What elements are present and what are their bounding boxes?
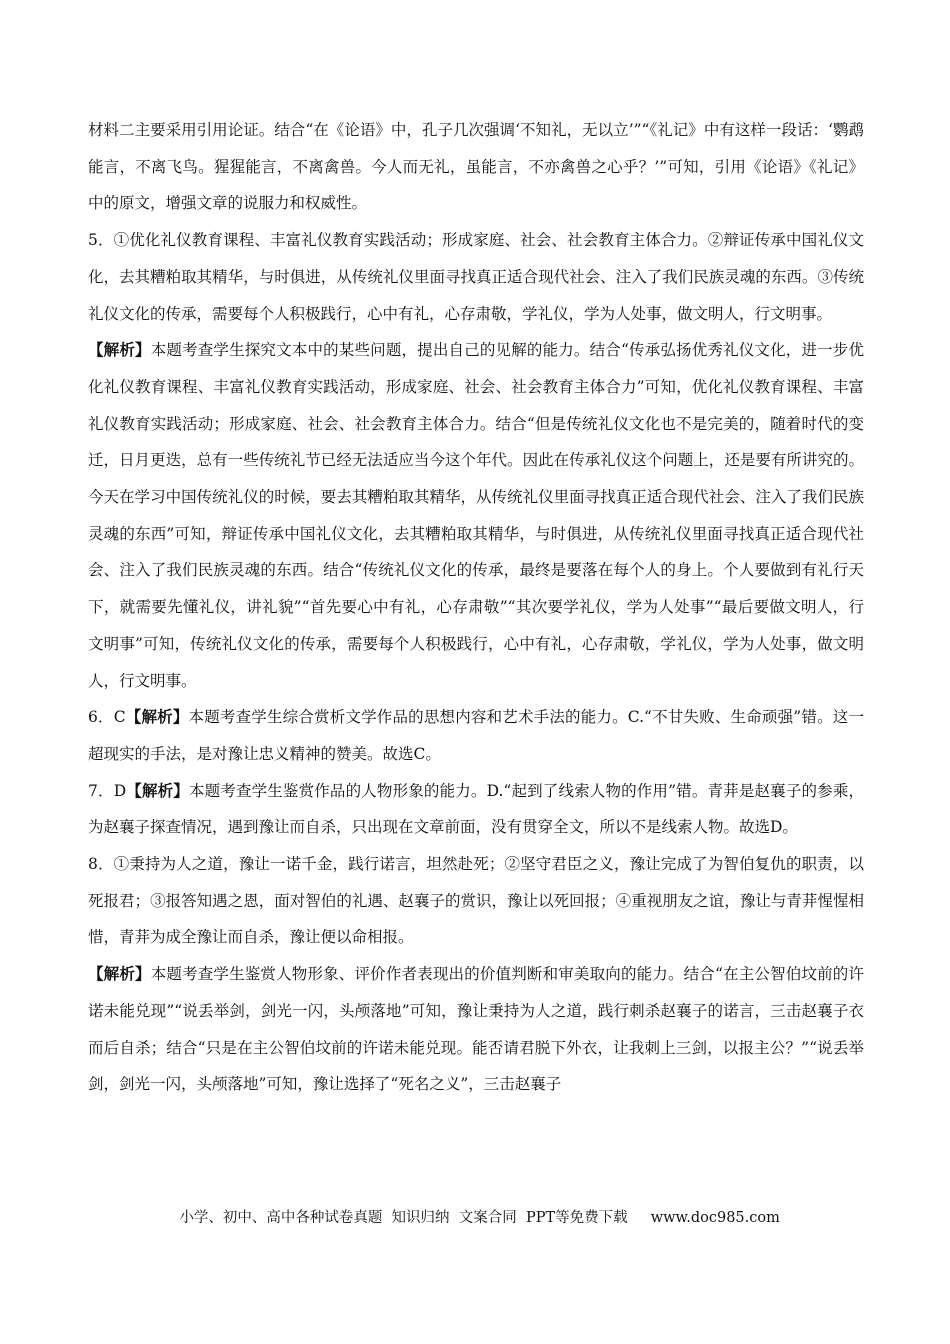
answer-7	[88, 773, 864, 846]
answer-lead: 6．C	[88, 708, 126, 727]
footer-text: 小学、初中、高中各种试卷真题 知识归纳 文案合同 PPT等免费下载 www.doc985.com	[179, 1210, 780, 1226]
answer-6	[88, 699, 864, 772]
paragraph-material-two	[88, 112, 864, 222]
page-footer	[0, 1190, 950, 1227]
analysis-tag: 【解析】	[88, 340, 151, 360]
answer-text: 5．①优化礼仪教育课程、丰富礼仪教育实践活动；形成家庭、社会、社会教育主体合力。②辩证传承中国礼仪文化，去其糟粕取其精华，与时俱进，从传统礼仪里面寻找真正适合现代社会、注入了我们民族灵魂的东西。③传统礼仪文化的传承，需要每个人积极践行，心中有礼，心存肃敬，学礼仪，学为人处事，做文明人，行文明事。	[88, 231, 864, 323]
answer-lead: 7．D	[88, 781, 127, 800]
analysis-text: 本题考查学生探究文本中的某些问题，提出自己的见解的能力。结合“传承弘扬优秀礼仪文化，进一步优化礼仪教育课程、丰富礼仪教育实践活动，形成家庭、社会、社会教育主体合力”可知，优化礼仪教育课程、丰富礼仪教育实践活动；形成家庭、社会、社会教育主体合力。结合“但是传统礼仪文化也不是完美的，随着时代的变迁，日月更迭，总有一些传统礼节已经无法适应当今这个年代。因此在传承礼仪这个问题上，还是要有所讲究的。今天在学习中国传统礼仪的时候，要去其糟粕取其精华，从传统礼仪里面寻找真正适合现代社会、注入了我们民族灵魂的东西”可知，辩证传承中国礼仪文化，去其糟粕取其精华，与时俱进，从传统礼仪里面寻找真正适合现代社会、注入了我们民族灵魂的东西。结合“传统礼仪文化的传承，最终是要落在每个人的身上。个人要做到有礼行天下，就需要先懂礼仪，讲礼貌”“首先要心中有礼，心存肃敬”“其次要学礼仪，学为人处事”“最后要做文明人，行文明事”可知，传统礼仪文化的传承，需要每个人积极践行，心中有礼，心存肃敬，学礼仪，学为人处事，做文明人，行文明事。	[88, 341, 864, 690]
analysis-tag: 【解析】	[125, 707, 189, 727]
analysis-5	[88, 332, 864, 699]
document-body	[88, 112, 864, 1103]
answer-8	[88, 846, 864, 956]
analysis-tag: 【解析】	[126, 780, 189, 800]
analysis-8	[88, 956, 864, 1103]
paragraph-text: 材料二主要采用引用论证。结合“在《论语》中，孔子几次强调‘不知礼，无以立’”“《礼记》中有这样一段话：‘鹦鹉能言，不离飞鸟。猩猩能言，不离禽兽。今人而无礼，虽能言，不亦禽兽之心乎？’”可知，引用《论语》《礼记》中的原文，增强文章的说服力和权威性。	[88, 121, 864, 213]
analysis-text: 本题考查学生鉴赏作品的人物形象的能力。D.“起到了线索人物的作用”错。青荓是赵襄子的参乘，为赵襄子探查情况，遇到豫让而自杀，只出现在文章前面，没有贯穿全文，所以不是线索人物。故选D。	[88, 781, 864, 837]
analysis-tag: 【解析】	[88, 964, 151, 984]
analysis-text: 本题考查学生综合赏析文学作品的思想内容和艺术手法的能力。C.“不甘失败、生命顽强”错。这一超现实的手法，是对豫让忠义精神的赞美。故选C。	[88, 708, 864, 763]
analysis-text: 本题考查学生鉴赏人物形象、评价作者表现出的价值判断和审美取向的能力。结合“在主公智伯坟前的许诺未能兑现”“说丢举剑，剑光一闪，头颅落地”可知，豫让秉持为人之道，践行刺杀赵襄子的诺言，三击赵襄子衣而后自杀；结合“只是在主公智伯坟前的许诺未能兑现。能否请君脱下外衣，让我刺上三剑，以报主公？”“说丢举剑，剑光一闪，头颅落地”可知，豫让选择了“死名之义”，三击赵襄子	[88, 965, 864, 1094]
answer-text: 8．①秉持为人之道，豫让一诺千金，践行诺言，坦然赴死；②坚守君臣之义，豫让完成了为智伯复仇的职责，以死报君；③报答知遇之恩，面对智伯的礼遇、赵襄子的赏识，豫让以死回报；④重视朋友之谊，豫让与青荓惺惺相惜，青荓为成全豫让而自杀，豫让便以命相报。	[88, 855, 864, 947]
answer-5	[88, 222, 864, 332]
